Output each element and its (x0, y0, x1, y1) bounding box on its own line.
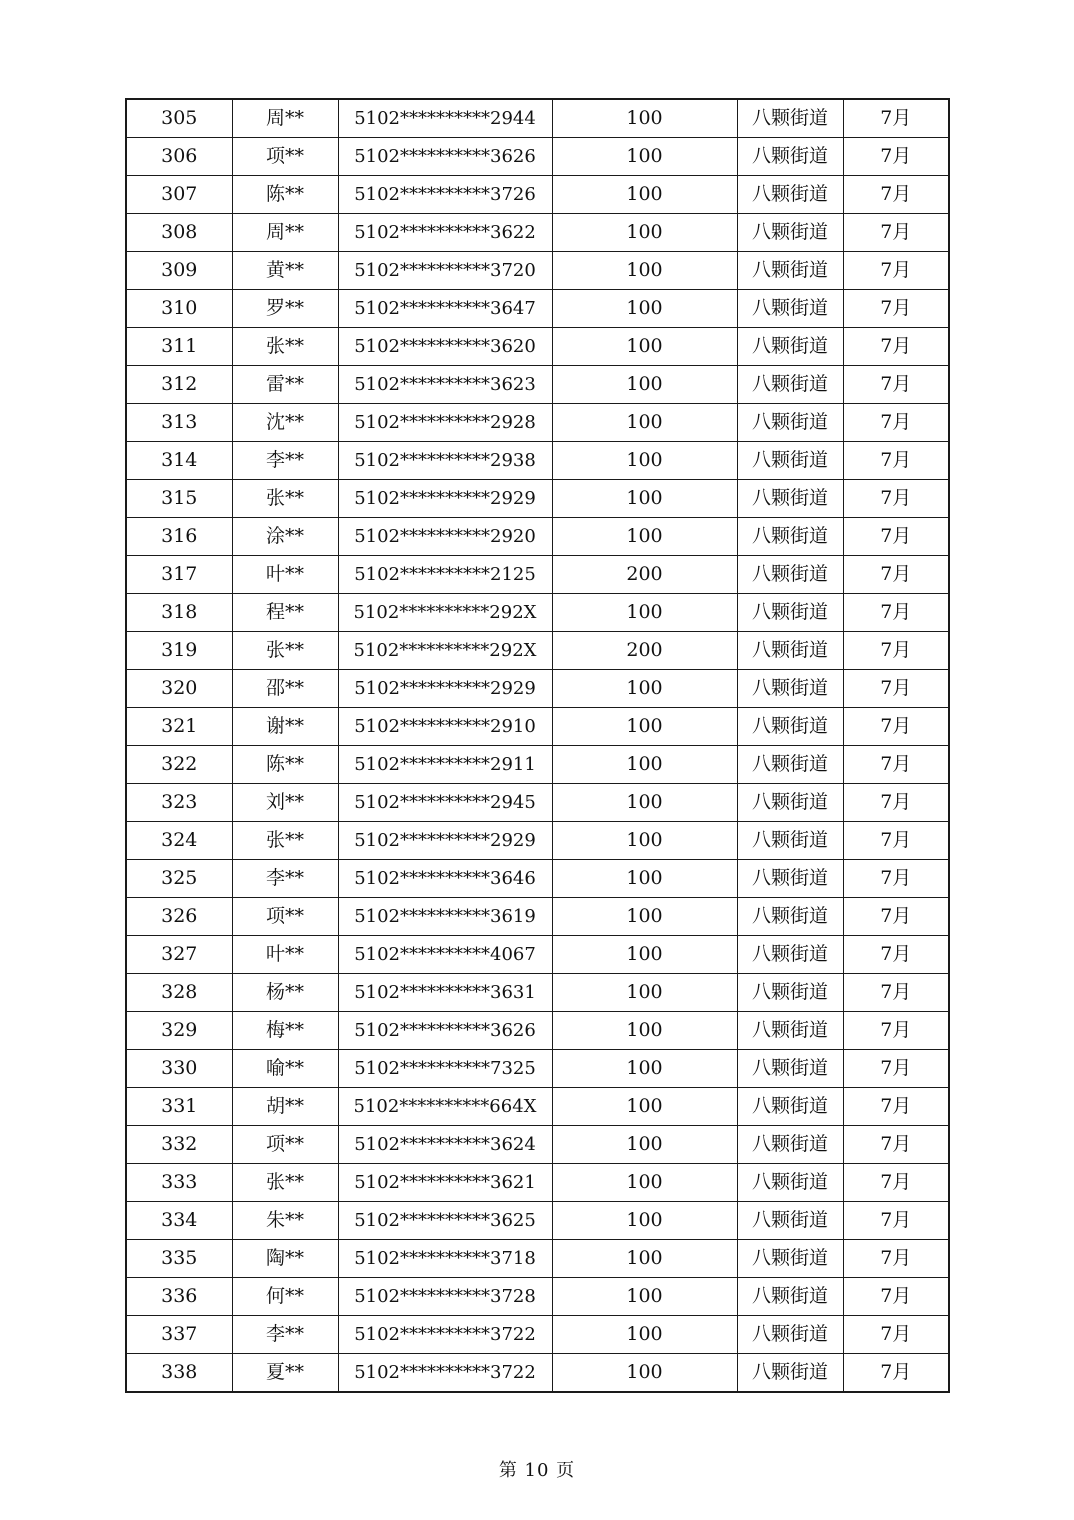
cell-serial-number: 316 (126, 518, 232, 556)
cell-name: 梅** (232, 1012, 338, 1050)
cell-amount: 100 (552, 328, 737, 366)
cell-serial-number: 324 (126, 822, 232, 860)
table-row (126, 518, 949, 556)
cell-amount: 100 (552, 404, 737, 442)
cell-amount: 100 (552, 1316, 737, 1354)
cell-id-number: 5102**********2928 (338, 404, 552, 442)
table-row (126, 1354, 949, 1393)
cell-id-number: 5102**********292X (338, 594, 552, 632)
cell-id-number: 5102**********3625 (338, 1202, 552, 1240)
cell-street: 八颗街道 (737, 1316, 843, 1354)
cell-street: 八颗街道 (737, 974, 843, 1012)
cell-name: 张** (232, 328, 338, 366)
cell-serial-number: 309 (126, 252, 232, 290)
cell-serial-number: 336 (126, 1278, 232, 1316)
cell-id-number: 5102**********3621 (338, 1164, 552, 1202)
cell-amount: 100 (552, 974, 737, 1012)
cell-street: 八颗街道 (737, 822, 843, 860)
cell-serial-number: 313 (126, 404, 232, 442)
cell-amount: 100 (552, 480, 737, 518)
cell-street: 八颗街道 (737, 1164, 843, 1202)
cell-name: 雷** (232, 366, 338, 404)
cell-serial-number: 322 (126, 746, 232, 784)
cell-street: 八颗街道 (737, 290, 843, 328)
cell-amount: 100 (552, 784, 737, 822)
cell-serial-number: 307 (126, 176, 232, 214)
cell-month: 7月 (843, 670, 949, 708)
cell-month: 7月 (843, 404, 949, 442)
cell-amount: 100 (552, 1202, 737, 1240)
cell-amount: 100 (552, 936, 737, 974)
cell-street: 八颗街道 (737, 898, 843, 936)
cell-name: 杨** (232, 974, 338, 1012)
cell-name: 张** (232, 1164, 338, 1202)
cell-street: 八颗街道 (737, 328, 843, 366)
cell-id-number: 5102**********3626 (338, 138, 552, 176)
cell-street: 八颗街道 (737, 632, 843, 670)
cell-name: 程** (232, 594, 338, 632)
cell-month: 7月 (843, 480, 949, 518)
cell-id-number: 5102**********2125 (338, 556, 552, 594)
cell-serial-number: 320 (126, 670, 232, 708)
cell-street: 八颗街道 (737, 99, 843, 138)
cell-serial-number: 321 (126, 708, 232, 746)
cell-serial-number: 317 (126, 556, 232, 594)
cell-amount: 100 (552, 1240, 737, 1278)
table-row (126, 138, 949, 176)
table-row (126, 632, 949, 670)
cell-amount: 100 (552, 822, 737, 860)
cell-month: 7月 (843, 708, 949, 746)
table-row (126, 1240, 949, 1278)
cell-month: 7月 (843, 1012, 949, 1050)
cell-serial-number: 323 (126, 784, 232, 822)
cell-name: 项** (232, 138, 338, 176)
cell-serial-number: 305 (126, 99, 232, 138)
cell-month: 7月 (843, 1240, 949, 1278)
cell-id-number: 5102**********2938 (338, 442, 552, 480)
cell-name: 夏** (232, 1354, 338, 1393)
cell-month: 7月 (843, 594, 949, 632)
cell-street: 八颗街道 (737, 1240, 843, 1278)
cell-amount: 100 (552, 1088, 737, 1126)
cell-id-number: 5102**********3624 (338, 1126, 552, 1164)
cell-name: 朱** (232, 1202, 338, 1240)
cell-name: 陈** (232, 746, 338, 784)
cell-month: 7月 (843, 138, 949, 176)
table-row (126, 670, 949, 708)
cell-name: 陈** (232, 176, 338, 214)
cell-month: 7月 (843, 518, 949, 556)
cell-serial-number: 325 (126, 860, 232, 898)
table-row (126, 784, 949, 822)
cell-serial-number: 312 (126, 366, 232, 404)
table-row (126, 442, 949, 480)
cell-month: 7月 (843, 214, 949, 252)
cell-amount: 100 (552, 366, 737, 404)
cell-amount: 100 (552, 1012, 737, 1050)
cell-serial-number: 308 (126, 214, 232, 252)
cell-amount: 100 (552, 176, 737, 214)
cell-id-number: 5102**********3718 (338, 1240, 552, 1278)
cell-id-number: 5102**********3622 (338, 214, 552, 252)
cell-id-number: 5102**********3623 (338, 366, 552, 404)
table-row (126, 328, 949, 366)
cell-id-number: 5102**********2929 (338, 670, 552, 708)
cell-street: 八颗街道 (737, 404, 843, 442)
cell-street: 八颗街道 (737, 556, 843, 594)
table-row (126, 1316, 949, 1354)
cell-id-number: 5102**********3646 (338, 860, 552, 898)
cell-street: 八颗街道 (737, 746, 843, 784)
cell-month: 7月 (843, 442, 949, 480)
cell-street: 八颗街道 (737, 1050, 843, 1088)
cell-id-number: 5102**********7325 (338, 1050, 552, 1088)
table-row (126, 708, 949, 746)
cell-month: 7月 (843, 1278, 949, 1316)
cell-serial-number: 335 (126, 1240, 232, 1278)
cell-amount: 200 (552, 556, 737, 594)
cell-month: 7月 (843, 99, 949, 138)
cell-id-number: 5102**********3722 (338, 1354, 552, 1393)
cell-serial-number: 314 (126, 442, 232, 480)
cell-serial-number: 329 (126, 1012, 232, 1050)
cell-month: 7月 (843, 1050, 949, 1088)
cell-serial-number: 319 (126, 632, 232, 670)
cell-street: 八颗街道 (737, 518, 843, 556)
cell-serial-number: 330 (126, 1050, 232, 1088)
table-row (126, 214, 949, 252)
cell-amount: 100 (552, 290, 737, 328)
cell-name: 邵** (232, 670, 338, 708)
cell-amount: 200 (552, 632, 737, 670)
cell-id-number: 5102**********2929 (338, 480, 552, 518)
cell-id-number: 5102**********3720 (338, 252, 552, 290)
table-row (126, 1278, 949, 1316)
cell-serial-number: 311 (126, 328, 232, 366)
cell-amount: 100 (552, 670, 737, 708)
table-row (126, 594, 949, 632)
cell-street: 八颗街道 (737, 138, 843, 176)
cell-amount: 100 (552, 594, 737, 632)
table-row (126, 1164, 949, 1202)
cell-id-number: 5102**********2911 (338, 746, 552, 784)
cell-street: 八颗街道 (737, 176, 843, 214)
page-number: 第 10 页 (498, 1460, 576, 1481)
cell-serial-number: 328 (126, 974, 232, 1012)
cell-street: 八颗街道 (737, 594, 843, 632)
table-row (126, 898, 949, 936)
cell-month: 7月 (843, 556, 949, 594)
table-row (126, 176, 949, 214)
cell-month: 7月 (843, 822, 949, 860)
cell-street: 八颗街道 (737, 784, 843, 822)
cell-month: 7月 (843, 1316, 949, 1354)
cell-id-number: 5102**********3619 (338, 898, 552, 936)
cell-name: 项** (232, 898, 338, 936)
cell-id-number: 5102**********3631 (338, 974, 552, 1012)
cell-street: 八颗街道 (737, 670, 843, 708)
cell-serial-number: 306 (126, 138, 232, 176)
cell-name: 沈** (232, 404, 338, 442)
table-row (126, 480, 949, 518)
cell-month: 7月 (843, 936, 949, 974)
cell-name: 刘** (232, 784, 338, 822)
cell-month: 7月 (843, 860, 949, 898)
cell-month: 7月 (843, 746, 949, 784)
cell-amount: 100 (552, 1164, 737, 1202)
cell-id-number: 5102**********3620 (338, 328, 552, 366)
cell-name: 何** (232, 1278, 338, 1316)
table-row (126, 746, 949, 784)
cell-month: 7月 (843, 1202, 949, 1240)
cell-street: 八颗街道 (737, 480, 843, 518)
cell-month: 7月 (843, 252, 949, 290)
cell-street: 八颗街道 (737, 1012, 843, 1050)
cell-id-number: 5102**********3647 (338, 290, 552, 328)
cell-amount: 100 (552, 1354, 737, 1393)
cell-name: 李** (232, 860, 338, 898)
cell-street: 八颗街道 (737, 1088, 843, 1126)
cell-id-number: 5102**********664X (338, 1088, 552, 1126)
cell-name: 罗** (232, 290, 338, 328)
cell-name: 黄** (232, 252, 338, 290)
cell-name: 张** (232, 632, 338, 670)
cell-month: 7月 (843, 366, 949, 404)
cell-serial-number: 337 (126, 1316, 232, 1354)
cell-amount: 100 (552, 252, 737, 290)
cell-serial-number: 315 (126, 480, 232, 518)
cell-street: 八颗街道 (737, 366, 843, 404)
table-row (126, 252, 949, 290)
table-row (126, 1088, 949, 1126)
cell-name: 李** (232, 1316, 338, 1354)
cell-street: 八颗街道 (737, 252, 843, 290)
cell-id-number: 5102**********2929 (338, 822, 552, 860)
cell-id-number: 5102**********3722 (338, 1316, 552, 1354)
cell-street: 八颗街道 (737, 442, 843, 480)
table-row (126, 404, 949, 442)
table-row (126, 290, 949, 328)
cell-serial-number: 331 (126, 1088, 232, 1126)
cell-name: 喻** (232, 1050, 338, 1088)
cell-month: 7月 (843, 784, 949, 822)
cell-amount: 100 (552, 898, 737, 936)
cell-month: 7月 (843, 1164, 949, 1202)
cell-month: 7月 (843, 176, 949, 214)
cell-name: 陶** (232, 1240, 338, 1278)
cell-street: 八颗街道 (737, 708, 843, 746)
cell-amount: 100 (552, 1126, 737, 1164)
cell-amount: 100 (552, 860, 737, 898)
records-table-body (126, 99, 949, 1392)
cell-name: 涂** (232, 518, 338, 556)
table-row (126, 1050, 949, 1088)
cell-month: 7月 (843, 1126, 949, 1164)
table-row (126, 99, 949, 138)
table-row (126, 556, 949, 594)
cell-serial-number: 318 (126, 594, 232, 632)
cell-id-number: 5102**********2910 (338, 708, 552, 746)
cell-serial-number: 326 (126, 898, 232, 936)
cell-name: 周** (232, 214, 338, 252)
cell-id-number: 5102**********3726 (338, 176, 552, 214)
cell-serial-number: 338 (126, 1354, 232, 1393)
table-row (126, 366, 949, 404)
cell-amount: 100 (552, 1050, 737, 1088)
cell-serial-number: 332 (126, 1126, 232, 1164)
cell-street: 八颗街道 (737, 1278, 843, 1316)
cell-id-number: 5102**********2945 (338, 784, 552, 822)
cell-id-number: 5102**********3626 (338, 1012, 552, 1050)
cell-id-number: 5102**********3728 (338, 1278, 552, 1316)
cell-month: 7月 (843, 1088, 949, 1126)
cell-amount: 100 (552, 746, 737, 784)
cell-id-number: 5102**********292X (338, 632, 552, 670)
cell-amount: 100 (552, 708, 737, 746)
cell-street: 八颗街道 (737, 214, 843, 252)
cell-name: 叶** (232, 556, 338, 594)
cell-serial-number: 333 (126, 1164, 232, 1202)
cell-id-number: 5102**********4067 (338, 936, 552, 974)
cell-amount: 100 (552, 99, 737, 138)
cell-month: 7月 (843, 898, 949, 936)
cell-street: 八颗街道 (737, 936, 843, 974)
cell-name: 项** (232, 1126, 338, 1164)
cell-amount: 100 (552, 214, 737, 252)
cell-street: 八颗街道 (737, 1126, 843, 1164)
cell-name: 谢** (232, 708, 338, 746)
cell-amount: 100 (552, 442, 737, 480)
table-row (126, 936, 949, 974)
table-row (126, 1202, 949, 1240)
cell-month: 7月 (843, 974, 949, 1012)
cell-serial-number: 310 (126, 290, 232, 328)
table-row (126, 860, 949, 898)
cell-amount: 100 (552, 518, 737, 556)
cell-street: 八颗街道 (737, 860, 843, 898)
cell-name: 张** (232, 822, 338, 860)
cell-serial-number: 327 (126, 936, 232, 974)
cell-month: 7月 (843, 328, 949, 366)
cell-serial-number: 334 (126, 1202, 232, 1240)
cell-name: 李** (232, 442, 338, 480)
cell-name: 叶** (232, 936, 338, 974)
cell-month: 7月 (843, 290, 949, 328)
cell-month: 7月 (843, 632, 949, 670)
cell-street: 八颗街道 (737, 1202, 843, 1240)
cell-name: 周** (232, 99, 338, 138)
table-row (126, 1126, 949, 1164)
records-table (125, 98, 950, 1393)
cell-month: 7月 (843, 1354, 949, 1393)
cell-id-number: 5102**********2920 (338, 518, 552, 556)
cell-street: 八颗街道 (737, 1354, 843, 1393)
cell-name: 张** (232, 480, 338, 518)
table-row (126, 1012, 949, 1050)
cell-amount: 100 (552, 138, 737, 176)
table-row (126, 822, 949, 860)
cell-id-number: 5102**********2944 (338, 99, 552, 138)
table-row (126, 974, 949, 1012)
cell-name: 胡** (232, 1088, 338, 1126)
cell-amount: 100 (552, 1278, 737, 1316)
